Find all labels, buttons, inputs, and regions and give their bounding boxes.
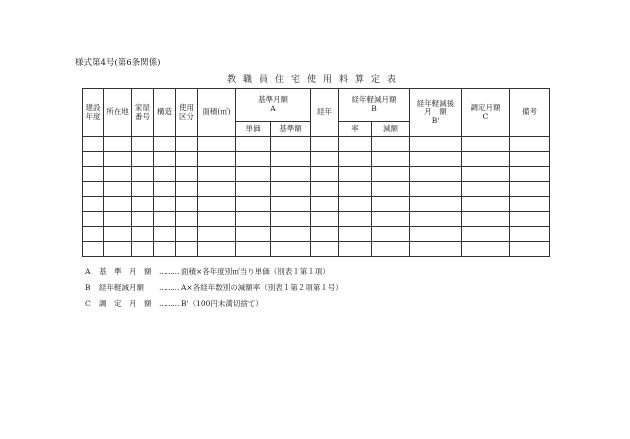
table-cell[interactable] (154, 167, 176, 182)
table-cell[interactable] (198, 197, 236, 212)
table-cell[interactable] (339, 167, 372, 182)
table-cell[interactable] (198, 152, 236, 167)
table-cell[interactable] (104, 137, 132, 152)
table-cell[interactable] (176, 182, 198, 197)
table-cell[interactable] (510, 242, 550, 257)
table-cell[interactable] (462, 242, 510, 257)
table-cell[interactable] (271, 227, 311, 242)
table-cell[interactable] (271, 197, 311, 212)
header-area: 面積(㎡) (198, 89, 236, 137)
table-cell[interactable] (311, 242, 339, 257)
table-row (83, 167, 550, 182)
table-cell[interactable] (372, 242, 410, 257)
header-reduction-rate: 率 (339, 122, 372, 137)
table-cell[interactable] (311, 137, 339, 152)
table-row (83, 197, 550, 212)
table-cell[interactable] (462, 167, 510, 182)
header-base-unit: 単価 (236, 122, 271, 137)
table-cell[interactable] (271, 137, 311, 152)
table-cell[interactable] (198, 212, 236, 227)
table-cell[interactable] (410, 152, 462, 167)
table-cell[interactable] (372, 227, 410, 242)
table-cell[interactable] (154, 242, 176, 257)
header-structure: 構造 (154, 89, 176, 137)
table-cell[interactable] (83, 182, 104, 197)
table-cell[interactable] (510, 167, 550, 182)
table-cell[interactable] (271, 182, 311, 197)
table-cell[interactable] (83, 152, 104, 167)
table-cell[interactable] (198, 227, 236, 242)
table-cell[interactable] (154, 227, 176, 242)
table-cell[interactable] (311, 152, 339, 167)
table-cell[interactable] (372, 212, 410, 227)
table-cell[interactable] (132, 137, 154, 152)
table-cell[interactable] (198, 137, 236, 152)
legend (85, 264, 343, 312)
table-cell[interactable] (462, 212, 510, 227)
table-cell[interactable] (271, 212, 311, 227)
table-cell[interactable] (510, 197, 550, 212)
table-cell[interactable] (510, 137, 550, 152)
table-cell[interactable] (462, 197, 510, 212)
header-location: 所在地 (104, 89, 132, 137)
document-title: 教職員住宅使用料算定表 (226, 75, 403, 85)
header-base-amount: 基準額 (271, 122, 311, 137)
table-cell[interactable] (372, 137, 410, 152)
table-cell[interactable] (83, 212, 104, 227)
table-cell[interactable] (339, 242, 372, 257)
table-cell[interactable] (176, 242, 198, 257)
table-cell[interactable] (104, 152, 132, 167)
table-cell[interactable] (410, 212, 462, 227)
table-cell[interactable] (339, 227, 372, 242)
table-cell[interactable] (339, 197, 372, 212)
table-cell[interactable] (154, 212, 176, 227)
table-cell[interactable] (176, 167, 198, 182)
table-cell[interactable] (410, 137, 462, 152)
table-cell[interactable] (132, 242, 154, 257)
table-cell[interactable] (198, 242, 236, 257)
table-row (83, 182, 550, 197)
table-cell[interactable] (236, 137, 271, 152)
table-cell[interactable] (236, 152, 271, 167)
table-row (83, 212, 550, 227)
table-cell[interactable] (236, 167, 271, 182)
header-adjusted-rent: 調定月額 C (462, 89, 510, 137)
table-cell[interactable] (104, 197, 132, 212)
table-row (83, 227, 550, 242)
table-cell[interactable] (462, 227, 510, 242)
table-cell[interactable] (311, 227, 339, 242)
table-cell[interactable] (132, 182, 154, 197)
table-cell[interactable] (154, 197, 176, 212)
table-cell[interactable] (410, 227, 462, 242)
legend-item: B 経年軽減月額 ……… A×各経年数別の減額率（別表１第２項第１号） (85, 283, 343, 292)
table-cell[interactable] (176, 212, 198, 227)
table-row (83, 242, 550, 257)
table-cell[interactable] (104, 212, 132, 227)
table-cell[interactable] (372, 197, 410, 212)
table-cell[interactable] (311, 197, 339, 212)
table-cell[interactable] (198, 182, 236, 197)
table-cell[interactable] (236, 242, 271, 257)
table-cell[interactable] (462, 137, 510, 152)
table-cell[interactable] (154, 152, 176, 167)
table-cell[interactable] (236, 212, 271, 227)
header-after-reduction: 経年軽減後 月 額 B' (410, 89, 462, 137)
table-cell[interactable] (83, 242, 104, 257)
table-cell[interactable] (510, 182, 550, 197)
form-number: 様式第4号(第6条関係) (75, 58, 161, 68)
table-cell[interactable] (510, 227, 550, 242)
table-cell[interactable] (462, 182, 510, 197)
table-cell[interactable] (176, 197, 198, 212)
table-cell[interactable] (339, 152, 372, 167)
table-cell[interactable] (83, 167, 104, 182)
table-cell[interactable] (236, 197, 271, 212)
header-remarks: 備考 (510, 89, 550, 137)
table-cell[interactable] (339, 137, 372, 152)
table-cell[interactable] (510, 212, 550, 227)
table-cell[interactable] (462, 152, 510, 167)
table-cell[interactable] (372, 152, 410, 167)
header-base-rent: 基準月額 A (236, 89, 311, 122)
table-cell[interactable] (410, 167, 462, 182)
header-house-no: 家屋 番号 (132, 89, 154, 137)
header-reduction-amount: 減額 (372, 122, 410, 137)
table-cell[interactable] (410, 242, 462, 257)
table-cell[interactable] (83, 197, 104, 212)
table-cell[interactable] (132, 167, 154, 182)
table-cell[interactable] (236, 182, 271, 197)
header-reduction-rent: 経年軽減月額 B (339, 89, 410, 122)
table-cell[interactable] (132, 152, 154, 167)
table-cell[interactable] (176, 152, 198, 167)
header-usage-class: 使用 区分 (176, 89, 198, 137)
legend-item: A 基 準 月 額 ……… 面積×各年度別㎡当り単価（別表１第１項） (85, 267, 330, 276)
table-cell[interactable] (271, 152, 311, 167)
table-cell[interactable] (176, 137, 198, 152)
table-cell[interactable] (311, 212, 339, 227)
table-cell[interactable] (83, 227, 104, 242)
table-cell[interactable] (132, 212, 154, 227)
table-cell[interactable] (104, 182, 132, 197)
table-cell[interactable] (311, 182, 339, 197)
table-cell[interactable] (176, 227, 198, 242)
table-cell[interactable] (198, 167, 236, 182)
table-cell[interactable] (410, 182, 462, 197)
table-cell[interactable] (271, 242, 311, 257)
header-year-built: 建設 年度 (83, 89, 104, 137)
table-cell[interactable] (154, 182, 176, 197)
table-cell[interactable] (510, 152, 550, 167)
table-cell[interactable] (132, 197, 154, 212)
table-cell[interactable] (271, 167, 311, 182)
table-cell[interactable] (372, 167, 410, 182)
table-cell[interactable] (372, 182, 410, 197)
table-cell[interactable] (410, 197, 462, 212)
table-cell[interactable] (132, 227, 154, 242)
table-cell[interactable] (154, 137, 176, 152)
table-cell[interactable] (339, 212, 372, 227)
legend-item: C 調 定 月 額 ……… B'（100円未満切捨て） (85, 299, 263, 308)
header-years-elapsed: 経年 (311, 89, 339, 137)
table-row (83, 137, 550, 152)
table-cell[interactable] (339, 182, 372, 197)
table-cell[interactable] (311, 167, 339, 182)
table-cell[interactable] (104, 242, 132, 257)
table-body (83, 137, 550, 257)
table-cell[interactable] (104, 167, 132, 182)
table-cell[interactable] (236, 227, 271, 242)
rent-calculation-table (82, 88, 550, 257)
table-row (83, 152, 550, 167)
table-cell[interactable] (83, 137, 104, 152)
table-cell[interactable] (104, 227, 132, 242)
